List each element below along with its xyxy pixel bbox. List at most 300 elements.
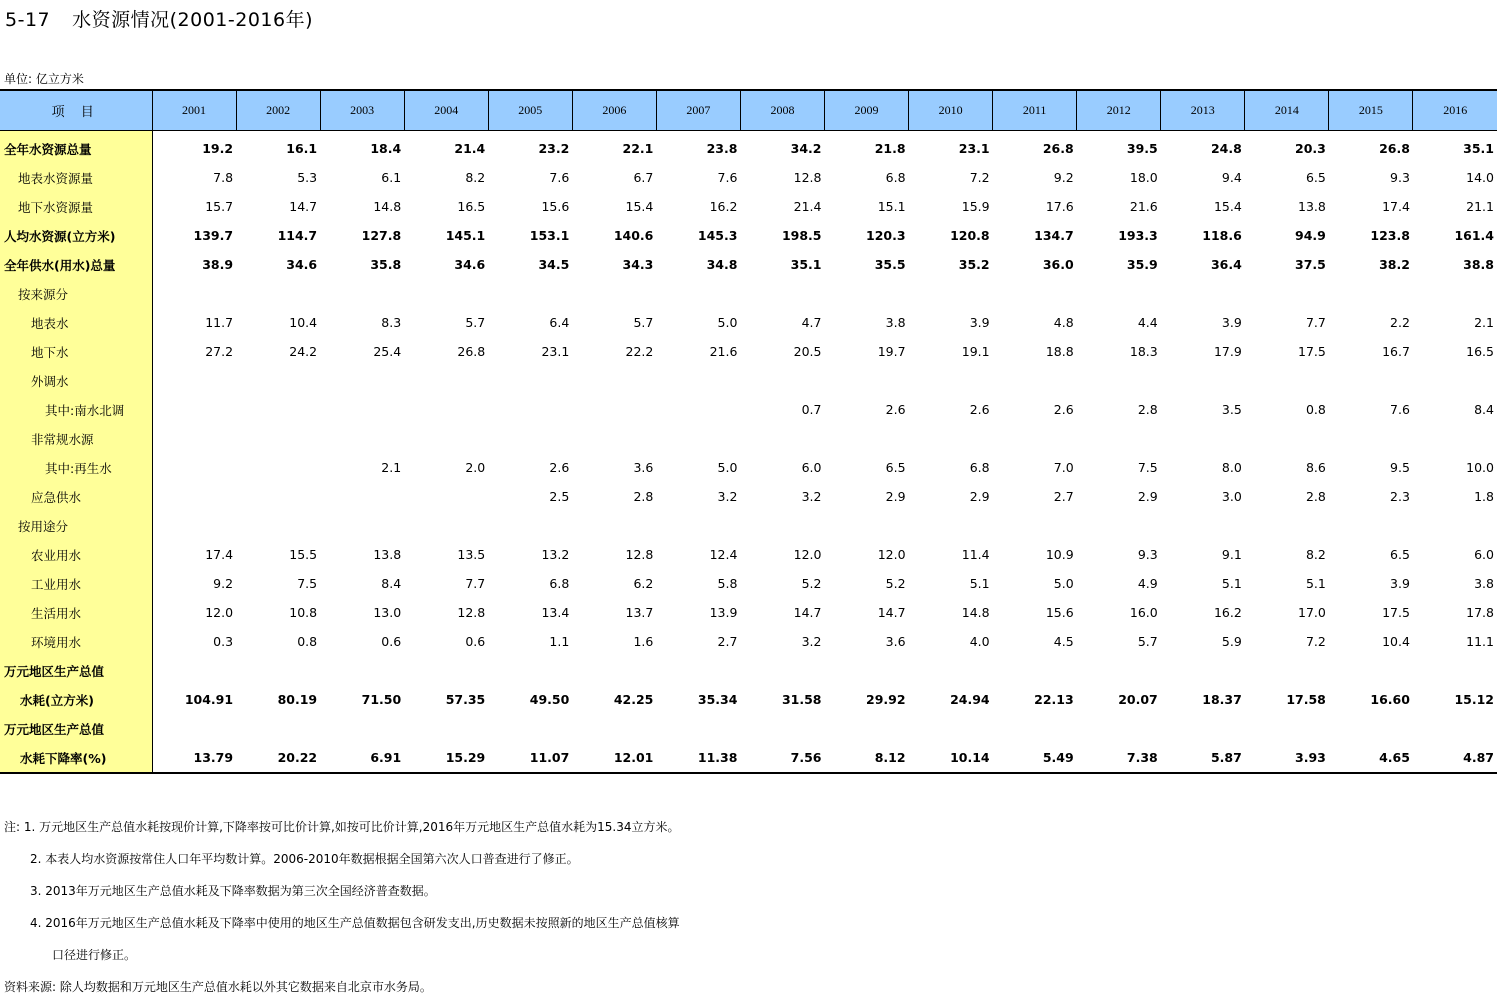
table-title: 水资源情况(2001-2016年) xyxy=(72,9,314,31)
data-cell: 15.29 xyxy=(404,743,488,773)
data-cell: 6.91 xyxy=(320,743,404,773)
data-cell xyxy=(993,424,1077,453)
data-cell: 0.8 xyxy=(1305,402,1326,417)
data-cell xyxy=(152,482,236,511)
data-cell: 15.4 xyxy=(625,199,654,214)
year-header: 2013 xyxy=(1161,90,1245,131)
data-cell: 39.5 xyxy=(1126,141,1158,156)
data-cell xyxy=(740,279,824,308)
data-cell xyxy=(1413,656,1497,685)
data-cell xyxy=(152,279,236,308)
header-row xyxy=(0,90,1497,131)
data-cell xyxy=(236,279,320,308)
data-cell: 16.0 xyxy=(1129,605,1158,620)
data-cell: 49.50 xyxy=(529,692,570,707)
data-cell xyxy=(825,279,909,308)
data-cell xyxy=(1329,714,1413,743)
data-cell: 16.1 xyxy=(286,141,318,156)
data-cell: 5.7 xyxy=(465,315,486,330)
data-cell: 36.4 xyxy=(1210,257,1242,272)
table-row xyxy=(0,714,1497,743)
data-cell: 118.6 xyxy=(1202,228,1242,243)
data-cell: 10.14 xyxy=(909,743,993,773)
data-cell: 7.7 xyxy=(465,576,486,591)
data-cell: 12.4 xyxy=(709,547,738,562)
data-cell: 6.4 xyxy=(549,315,570,330)
data-cell xyxy=(236,453,320,482)
data-cell: 9.2 xyxy=(1053,170,1074,185)
data-cell: 2.3 xyxy=(1390,489,1410,504)
data-cell: 20.22 xyxy=(236,743,320,773)
row-label: 环境用水 xyxy=(0,627,152,656)
data-cell: 20.3 xyxy=(1295,141,1326,156)
data-cell: 5.7 xyxy=(1137,634,1158,649)
data-cell: 17.8 xyxy=(1466,605,1494,620)
data-cell xyxy=(1077,279,1161,308)
data-cell: 12.8 xyxy=(625,547,654,562)
data-cell: 34.5 xyxy=(538,257,570,272)
data-cell: 8.2 xyxy=(465,170,486,185)
table-row xyxy=(0,511,1497,540)
data-cell xyxy=(404,424,488,453)
data-cell: 17.0 xyxy=(1298,605,1326,620)
data-cell: 37.5 xyxy=(1295,257,1326,272)
data-cell: 4.87 xyxy=(1413,743,1497,773)
data-cell xyxy=(404,279,488,308)
data-cell: 7.56 xyxy=(740,743,824,773)
data-cell: 20.07 xyxy=(1118,692,1158,707)
row-label: 全年供水(用水)总量 xyxy=(0,250,152,279)
data-cell: 34.6 xyxy=(286,257,318,272)
data-cell xyxy=(1245,511,1329,540)
data-cell: 34.3 xyxy=(622,257,654,272)
data-cell: 3.93 xyxy=(1245,743,1329,773)
data-cell: 104.91 xyxy=(184,692,234,707)
data-cell: 1.8 xyxy=(1474,489,1494,504)
data-cell xyxy=(740,511,824,540)
data-cell: 18.37 xyxy=(1202,692,1242,707)
data-cell xyxy=(236,395,320,424)
data-cell: 15.12 xyxy=(1454,692,1494,707)
data-cell: 5.87 xyxy=(1161,743,1245,773)
page-title xyxy=(5,5,313,32)
year-header: 2010 xyxy=(909,90,993,131)
data-cell: 5.8 xyxy=(717,576,738,591)
data-cell xyxy=(1161,714,1245,743)
data-cell xyxy=(740,656,824,685)
data-cell: 127.8 xyxy=(361,228,402,243)
data-cell: 2.6 xyxy=(1053,402,1074,417)
data-cell: 3.9 xyxy=(1390,576,1410,591)
data-cell xyxy=(404,366,488,395)
row-label: 全年水资源总量 xyxy=(0,131,152,164)
data-cell: 42.25 xyxy=(613,692,654,707)
data-cell xyxy=(488,424,572,453)
data-cell: 8.12 xyxy=(825,743,909,773)
table-row xyxy=(0,656,1497,685)
data-cell: 145.1 xyxy=(445,228,486,243)
data-cell: 25.4 xyxy=(373,344,402,359)
data-cell: 14.7 xyxy=(289,199,318,214)
data-cell: 2.6 xyxy=(549,460,570,475)
data-cell: 14.0 xyxy=(1466,170,1494,185)
data-cell: 0.7 xyxy=(801,402,822,417)
row-label: 应急供水 xyxy=(0,482,152,511)
data-cell xyxy=(740,424,824,453)
data-cell xyxy=(656,395,740,424)
item-header: 项 目 xyxy=(0,90,152,131)
data-cell: 18.0 xyxy=(1129,170,1158,185)
data-cell: 16.5 xyxy=(457,199,486,214)
data-cell: 10.4 xyxy=(1382,634,1410,649)
table-row xyxy=(0,685,1497,714)
data-cell: 9.4 xyxy=(1221,170,1242,185)
data-cell xyxy=(152,453,236,482)
data-cell xyxy=(909,714,993,743)
data-cell: 7.5 xyxy=(297,576,318,591)
data-cell: 7.38 xyxy=(1077,743,1161,773)
data-cell: 3.6 xyxy=(633,460,654,475)
data-cell: 2.1 xyxy=(1474,315,1494,330)
data-cell: 7.6 xyxy=(717,170,738,185)
data-cell: 57.35 xyxy=(445,692,486,707)
data-cell xyxy=(1329,424,1413,453)
data-cell xyxy=(236,656,320,685)
data-cell: 35.5 xyxy=(874,257,906,272)
data-cell: 17.9 xyxy=(1213,344,1242,359)
data-cell xyxy=(656,714,740,743)
data-cell: 5.2 xyxy=(801,576,822,591)
data-cell: 71.50 xyxy=(361,692,402,707)
data-cell xyxy=(1245,424,1329,453)
data-cell xyxy=(236,424,320,453)
data-cell: 17.4 xyxy=(205,547,234,562)
row-label: 非常规水源 xyxy=(0,424,152,453)
data-cell: 12.0 xyxy=(205,605,234,620)
data-cell: 3.8 xyxy=(1474,576,1494,591)
data-cell: 2.7 xyxy=(717,634,738,649)
data-cell: 21.8 xyxy=(874,141,906,156)
data-cell: 0.8 xyxy=(297,634,318,649)
data-cell: 4.0 xyxy=(969,634,990,649)
note-4-continued: 口径进行修正。 xyxy=(52,948,137,962)
data-cell: 29.92 xyxy=(866,692,906,707)
data-cell: 26.8 xyxy=(1379,141,1410,156)
data-cell: 12.0 xyxy=(877,547,906,562)
data-cell: 2.8 xyxy=(1137,402,1158,417)
data-cell: 6.0 xyxy=(801,460,822,475)
data-cell xyxy=(572,714,656,743)
row-label: 万元地区生产总值 xyxy=(0,714,152,743)
data-cell: 120.3 xyxy=(866,228,906,243)
data-cell: 24.8 xyxy=(1210,141,1242,156)
table-row xyxy=(0,221,1497,250)
data-source: 资料来源: 除人均数据和万元地区生产总值水耗以外其它数据来自北京市水务局。 xyxy=(4,980,432,994)
data-cell xyxy=(572,395,656,424)
data-cell: 5.0 xyxy=(717,315,738,330)
data-cell xyxy=(572,656,656,685)
data-cell xyxy=(152,395,236,424)
data-cell: 5.9 xyxy=(1221,634,1242,649)
data-cell xyxy=(909,656,993,685)
data-cell xyxy=(656,424,740,453)
data-cell: 4.4 xyxy=(1137,315,1158,330)
data-cell: 18.3 xyxy=(1129,344,1158,359)
year-header: 2006 xyxy=(572,90,656,131)
data-cell: 38.2 xyxy=(1379,257,1410,272)
data-cell: 35.1 xyxy=(1463,141,1494,156)
year-header: 2003 xyxy=(320,90,404,131)
table-row xyxy=(0,598,1497,627)
data-cell: 9.3 xyxy=(1390,170,1410,185)
data-cell: 4.65 xyxy=(1329,743,1413,773)
row-label: 其中:再生水 xyxy=(0,453,152,482)
data-cell: 15.4 xyxy=(1213,199,1242,214)
row-label: 水耗(立方米) xyxy=(0,685,152,714)
data-cell: 18.4 xyxy=(370,141,402,156)
data-cell xyxy=(656,656,740,685)
data-cell: 14.7 xyxy=(877,605,906,620)
note-1: 注: 1. 万元地区生产总值水耗按现价计算,下降率按可比价计算,如按可比价计算,2016年万元地区生产总值水耗为15.34立方米。 xyxy=(4,820,680,834)
data-cell: 15.1 xyxy=(877,199,906,214)
data-cell: 31.58 xyxy=(781,692,822,707)
data-cell: 134.7 xyxy=(1034,228,1074,243)
data-cell: 2.9 xyxy=(885,489,906,504)
year-header: 2007 xyxy=(656,90,740,131)
data-cell: 21.1 xyxy=(1466,199,1494,214)
note-2: 2. 本表人均水资源按常住人口年平均数计算。2006-2010年数据根据全国第六次人口普查进行了修正。 xyxy=(30,852,579,866)
data-cell: 1.1 xyxy=(549,634,570,649)
data-cell: 7.7 xyxy=(1305,315,1326,330)
data-cell: 6.5 xyxy=(885,460,906,475)
table-row xyxy=(0,250,1497,279)
data-cell xyxy=(1077,714,1161,743)
data-cell xyxy=(1161,511,1245,540)
data-cell: 2.8 xyxy=(633,489,654,504)
data-cell xyxy=(572,511,656,540)
data-cell: 3.2 xyxy=(801,489,822,504)
row-label: 外调水 xyxy=(0,366,152,395)
data-cell: 13.8 xyxy=(1298,199,1326,214)
row-label: 人均水资源(立方米) xyxy=(0,221,152,250)
year-header: 2015 xyxy=(1329,90,1413,131)
data-cell: 9.2 xyxy=(213,576,234,591)
data-cell: 6.5 xyxy=(1305,170,1326,185)
data-cell xyxy=(1077,424,1161,453)
data-cell xyxy=(740,366,824,395)
data-cell: 5.1 xyxy=(969,576,990,591)
data-cell: 20.5 xyxy=(793,344,822,359)
data-cell: 5.3 xyxy=(297,170,318,185)
year-header: 2002 xyxy=(236,90,320,131)
data-cell: 2.9 xyxy=(969,489,990,504)
data-cell xyxy=(572,424,656,453)
data-cell: 1.6 xyxy=(633,634,654,649)
data-cell: 34.2 xyxy=(790,141,822,156)
data-cell: 13.7 xyxy=(625,605,654,620)
data-cell: 17.5 xyxy=(1382,605,1410,620)
data-cell xyxy=(1245,656,1329,685)
data-cell: 23.1 xyxy=(541,344,570,359)
data-cell: 14.8 xyxy=(373,199,402,214)
data-cell xyxy=(320,511,404,540)
table-row xyxy=(0,337,1497,366)
data-cell: 17.58 xyxy=(1286,692,1326,707)
data-cell xyxy=(993,714,1077,743)
data-cell xyxy=(152,714,236,743)
data-cell xyxy=(320,482,404,511)
data-cell xyxy=(993,279,1077,308)
table-row xyxy=(0,366,1497,395)
data-cell: 3.6 xyxy=(885,634,906,649)
data-cell xyxy=(152,656,236,685)
data-cell xyxy=(152,366,236,395)
data-cell xyxy=(1245,279,1329,308)
data-cell xyxy=(1245,714,1329,743)
data-cell xyxy=(1161,656,1245,685)
data-cell: 8.6 xyxy=(1305,460,1326,475)
data-cell xyxy=(993,656,1077,685)
data-cell: 38.8 xyxy=(1463,257,1494,272)
data-cell: 35.1 xyxy=(790,257,822,272)
data-cell: 16.7 xyxy=(1382,344,1410,359)
data-cell: 36.0 xyxy=(1042,257,1074,272)
data-cell: 13.79 xyxy=(152,743,236,773)
year-header: 2014 xyxy=(1245,90,1329,131)
year-header: 2008 xyxy=(740,90,824,131)
data-cell: 34.8 xyxy=(706,257,738,272)
row-label: 农业用水 xyxy=(0,540,152,569)
data-cell: 21.6 xyxy=(709,344,738,359)
data-cell: 145.3 xyxy=(697,228,738,243)
data-cell: 5.1 xyxy=(1221,576,1242,591)
table-row xyxy=(0,131,1497,164)
data-cell: 7.0 xyxy=(1053,460,1074,475)
data-cell: 5.0 xyxy=(1053,576,1074,591)
data-cell: 2.6 xyxy=(885,402,906,417)
data-cell: 3.2 xyxy=(801,634,822,649)
row-label: 水耗下降率(%) xyxy=(0,743,152,773)
data-cell xyxy=(404,482,488,511)
data-cell: 14.7 xyxy=(793,605,822,620)
table-row xyxy=(0,308,1497,337)
data-cell xyxy=(1413,424,1497,453)
note-3: 3. 2013年万元地区生产总值水耗及下降率数据为第三次全国经济普查数据。 xyxy=(30,884,436,898)
data-cell: 8.2 xyxy=(1305,547,1326,562)
data-cell: 18.8 xyxy=(1045,344,1074,359)
data-cell: 4.5 xyxy=(1053,634,1074,649)
data-cell: 16.5 xyxy=(1466,344,1494,359)
data-cell: 14.8 xyxy=(961,605,990,620)
data-cell xyxy=(1413,511,1497,540)
data-cell xyxy=(993,511,1077,540)
data-cell: 2.5 xyxy=(549,489,570,504)
data-cell: 13.9 xyxy=(709,605,738,620)
data-cell: 10.4 xyxy=(289,315,318,330)
data-cell: 21.6 xyxy=(1129,199,1158,214)
table-row xyxy=(0,743,1497,773)
data-cell: 16.2 xyxy=(1213,605,1242,620)
data-cell xyxy=(825,656,909,685)
data-cell xyxy=(909,511,993,540)
data-cell xyxy=(656,366,740,395)
year-header: 2001 xyxy=(152,90,236,131)
table-row xyxy=(0,627,1497,656)
year-header: 2012 xyxy=(1077,90,1161,131)
data-cell xyxy=(1161,424,1245,453)
data-cell xyxy=(656,511,740,540)
data-cell: 7.6 xyxy=(1390,402,1410,417)
data-cell: 10.9 xyxy=(1045,547,1074,562)
table-row xyxy=(0,569,1497,598)
data-cell xyxy=(320,395,404,424)
data-cell xyxy=(320,714,404,743)
table-row xyxy=(0,424,1497,453)
row-label: 按来源分 xyxy=(0,279,152,308)
data-cell xyxy=(572,366,656,395)
year-header: 2009 xyxy=(825,90,909,131)
data-cell: 17.5 xyxy=(1298,344,1326,359)
data-cell xyxy=(993,366,1077,395)
data-cell: 6.7 xyxy=(633,170,654,185)
data-cell: 5.1 xyxy=(1305,576,1326,591)
data-cell: 19.2 xyxy=(202,141,234,156)
data-cell xyxy=(1329,366,1413,395)
data-cell xyxy=(1077,656,1161,685)
data-cell: 24.94 xyxy=(950,692,990,707)
data-cell: 3.0 xyxy=(1221,489,1242,504)
data-cell: 0.3 xyxy=(213,634,234,649)
year-header: 2016 xyxy=(1413,90,1497,131)
data-cell: 7.2 xyxy=(969,170,990,185)
year-header: 2004 xyxy=(404,90,488,131)
data-cell: 16.60 xyxy=(1370,692,1410,707)
data-cell: 2.8 xyxy=(1305,489,1326,504)
data-cell: 34.6 xyxy=(454,257,486,272)
data-cell xyxy=(1077,511,1161,540)
data-cell xyxy=(825,424,909,453)
data-cell: 7.5 xyxy=(1137,460,1158,475)
data-cell: 193.3 xyxy=(1118,228,1158,243)
data-cell: 12.0 xyxy=(793,547,822,562)
row-label: 地下水 xyxy=(0,337,152,366)
data-cell: 27.2 xyxy=(205,344,234,359)
data-cell: 13.5 xyxy=(457,547,486,562)
data-cell xyxy=(909,366,993,395)
table-row xyxy=(0,453,1497,482)
data-cell xyxy=(152,424,236,453)
data-cell xyxy=(740,714,824,743)
data-cell xyxy=(1329,656,1413,685)
data-cell: 4.9 xyxy=(1137,576,1158,591)
data-cell: 6.8 xyxy=(885,170,906,185)
data-cell: 9.5 xyxy=(1390,460,1410,475)
data-cell xyxy=(236,482,320,511)
data-cell xyxy=(488,511,572,540)
data-cell: 24.2 xyxy=(289,344,318,359)
data-cell: 80.19 xyxy=(277,692,318,707)
data-cell: 22.2 xyxy=(625,344,654,359)
table-row xyxy=(0,279,1497,308)
data-cell: 21.4 xyxy=(793,199,822,214)
data-cell xyxy=(825,511,909,540)
row-label: 其中:南水北调 xyxy=(0,395,152,424)
data-cell: 6.8 xyxy=(549,576,570,591)
data-cell xyxy=(1413,279,1497,308)
data-cell xyxy=(488,366,572,395)
data-cell xyxy=(488,279,572,308)
data-cell: 23.2 xyxy=(538,141,570,156)
